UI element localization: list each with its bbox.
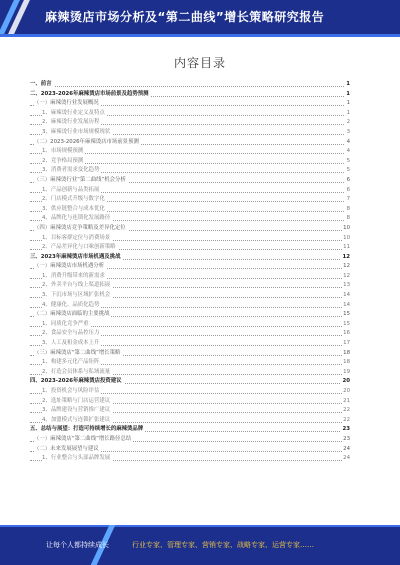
toc-entry-page: 20 bbox=[341, 377, 350, 387]
toc-entry-title: 三、2023年麻辣烫店市场机遇及挑战 bbox=[30, 253, 122, 263]
toc-entry[interactable] bbox=[30, 80, 350, 90]
toc-entry[interactable] bbox=[30, 454, 350, 464]
toc-entry[interactable] bbox=[30, 157, 350, 167]
toc-entry[interactable] bbox=[30, 272, 350, 282]
toc-entry[interactable] bbox=[30, 253, 350, 263]
toc-entry-page: 15 bbox=[342, 320, 350, 330]
toc-entry-title: 2、产品差异化与口味创新策略 bbox=[42, 243, 118, 253]
toc-entry-page: 23 bbox=[342, 435, 350, 445]
toc-entry[interactable] bbox=[30, 435, 350, 445]
toc-entry-page: 13 bbox=[342, 281, 350, 291]
toc-entry-page: 10 bbox=[342, 224, 350, 234]
header-rule bbox=[0, 34, 400, 37]
toc-entry[interactable] bbox=[30, 310, 350, 320]
toc-entry-title: （三）麻辣烫行业“第二曲线”机会分析 bbox=[34, 176, 128, 186]
toc-entry[interactable] bbox=[30, 406, 350, 416]
document-title: 麻辣烫店市场分析及“第二曲线”增长策略研究报告 bbox=[45, 10, 325, 24]
toc-entry-page: 4 bbox=[346, 138, 350, 148]
toc-entry-page: 7 bbox=[346, 195, 350, 205]
toc-entry-title: 1、目标客群定位与消费场景 bbox=[42, 234, 112, 244]
toc-entry-title: 3、下沉市场与区域扩张机会 bbox=[42, 291, 112, 301]
toc-entry-title: （一）麻辣烫行业发展概况 bbox=[34, 99, 101, 109]
toc-entry-page: 24 bbox=[342, 445, 350, 455]
toc-entry-title: （三）麻辣烫店“第二曲线”增长策略 bbox=[34, 349, 122, 359]
toc-entry-page: 14 bbox=[342, 291, 350, 301]
toc-entry-title: （二）未来发展展望与建议 bbox=[34, 445, 101, 455]
toc-entry[interactable] bbox=[30, 205, 350, 215]
toc-entry-page: 16 bbox=[342, 329, 350, 339]
toc-entry-title: 2、外卖平台与线上渠道拓展 bbox=[42, 281, 112, 291]
toc-entry-page: 3 bbox=[346, 128, 350, 138]
footer-rule bbox=[0, 525, 400, 527]
toc-entry[interactable] bbox=[30, 118, 350, 128]
toc-leader-dots bbox=[30, 86, 344, 87]
toc-entry-title: 1、构建多元化产品矩阵 bbox=[42, 358, 101, 368]
toc-heading: 内容目录 bbox=[173, 56, 226, 70]
toc-entry-title: 3、品牌建设与营销推广建议 bbox=[42, 406, 112, 416]
toc-entry-page: 19 bbox=[342, 368, 350, 378]
toc-entry-page: 1 bbox=[345, 80, 350, 90]
toc-entry[interactable] bbox=[30, 387, 350, 397]
toc-entry-title: 2、门店模式升级与数字化 bbox=[42, 195, 107, 205]
toc-entry[interactable] bbox=[30, 262, 350, 272]
toc-entry[interactable] bbox=[30, 214, 350, 224]
toc-entry[interactable] bbox=[30, 90, 350, 100]
toc-entry-page: 22 bbox=[342, 416, 350, 426]
toc-entry-title: 一、前言 bbox=[30, 80, 54, 90]
toc-entry-title: 二、2023-2026年麻辣烫店市场前景及趋势预测 bbox=[30, 90, 151, 100]
toc-entry-title: 1、同质化竞争严重 bbox=[42, 320, 91, 330]
header-banner bbox=[0, 0, 400, 34]
toc-entry-page: 17 bbox=[342, 339, 350, 349]
toc-entry[interactable] bbox=[30, 329, 350, 339]
toc-entry-page: 24 bbox=[342, 454, 350, 464]
toc-entry-title: （二）2023-2026年麻辣烫店市场前景预测 bbox=[34, 138, 141, 148]
toc-entry[interactable] bbox=[30, 147, 350, 157]
toc-entry-title: （四）麻辣烫店竞争策略及差异化定位 bbox=[34, 224, 128, 234]
toc-entry[interactable] bbox=[30, 234, 350, 244]
toc-entry-title: 4、健康化、品质化趋势 bbox=[42, 301, 101, 311]
toc-entry-page: 1 bbox=[346, 109, 350, 119]
toc-entry[interactable] bbox=[30, 166, 350, 176]
toc-entry-title: （一）麻辣烫店市场机遇分析 bbox=[34, 262, 106, 272]
toc-entry-title: 2、食品安全与品控压力 bbox=[42, 329, 101, 339]
toc-entry-page: 4 bbox=[346, 147, 350, 157]
toc-entry-page: 1 bbox=[346, 99, 350, 109]
toc-entry-page: 8 bbox=[346, 205, 350, 215]
toc-entry[interactable] bbox=[30, 224, 350, 234]
toc-entry[interactable] bbox=[30, 368, 350, 378]
toc-entry-page: 15 bbox=[342, 310, 350, 320]
toc-entry[interactable] bbox=[30, 186, 350, 196]
toc-entry[interactable] bbox=[30, 291, 350, 301]
toc-entry-page: 6 bbox=[346, 176, 350, 186]
toc-entry-title: 2、麻辣烫行业发展历程 bbox=[42, 118, 101, 128]
toc-entry-page: 2 bbox=[346, 118, 350, 128]
toc-entry[interactable] bbox=[30, 99, 350, 109]
toc-entry[interactable] bbox=[30, 425, 350, 435]
toc-entry-page: 18 bbox=[342, 349, 350, 359]
footer-experts-line: 行业专家、管理专家、营销专家、战略专家、运营专家…… bbox=[132, 541, 314, 549]
footer-banner bbox=[0, 525, 400, 565]
toc-entry-title: 五、总结与展望：打造可持续增长的麻辣烫品牌 bbox=[30, 425, 145, 435]
toc-entry-page: 10 bbox=[342, 234, 350, 244]
toc-entry[interactable] bbox=[30, 128, 350, 138]
toc-entry-title: 4、品牌化与连锁化发展路径 bbox=[42, 214, 112, 224]
toc-entry-title: 1、产品创新与品类拓展 bbox=[42, 186, 101, 196]
toc-entry[interactable] bbox=[30, 195, 350, 205]
toc-entry-title: 1、投资机会与风险评估 bbox=[42, 387, 101, 397]
toc-entry-title: 3、人工及租金成本上升 bbox=[42, 339, 101, 349]
toc-entry-title: 1、市场规模预测 bbox=[42, 147, 85, 157]
toc-entry-page: 22 bbox=[342, 406, 350, 416]
table-of-contents bbox=[30, 80, 350, 464]
toc-entry-page: 23 bbox=[341, 425, 350, 435]
toc-entry[interactable] bbox=[30, 109, 350, 119]
toc-entry-page: 18 bbox=[342, 358, 350, 368]
toc-entry-title: 3、麻辣烫行业市场规模现状 bbox=[42, 128, 112, 138]
toc-entry-page: 12 bbox=[342, 272, 350, 282]
toc-entry[interactable] bbox=[30, 349, 350, 359]
toc-entry-title: 3、供应链整合与成本优化 bbox=[42, 205, 107, 215]
toc-entry-title: （二）麻辣烫店面临的主要挑战 bbox=[34, 310, 111, 320]
toc-entry-title: 四、2023-2026年麻辣烫店投资建议 bbox=[30, 377, 124, 387]
footer-slogan: 让每个人都持续成长 bbox=[46, 541, 109, 549]
toc-entry-page: 21 bbox=[342, 397, 350, 407]
toc-entry-title: 2、打造会员体系与私域流量 bbox=[42, 368, 112, 378]
toc-entry-page: 14 bbox=[342, 301, 350, 311]
toc-entry[interactable] bbox=[30, 339, 350, 349]
toc-entry-title: 2、竞争格局预测 bbox=[42, 157, 85, 167]
toc-entry-title: 1、消费升级带来的新需求 bbox=[42, 272, 107, 282]
toc-entry[interactable] bbox=[30, 377, 350, 387]
toc-entry-title: 2、选址策略与门店运营建议 bbox=[42, 397, 112, 407]
toc-entry[interactable] bbox=[30, 176, 350, 186]
toc-entry-title: 3、消费者需求变化趋势 bbox=[42, 166, 101, 176]
toc-entry-page: 6 bbox=[346, 186, 350, 196]
toc-entry-page: 8 bbox=[346, 214, 350, 224]
toc-entry[interactable] bbox=[30, 320, 350, 330]
toc-entry-page: 20 bbox=[342, 387, 350, 397]
toc-entry[interactable] bbox=[30, 243, 350, 253]
toc-entry[interactable] bbox=[30, 445, 350, 455]
toc-entry[interactable] bbox=[30, 301, 350, 311]
toc-entry-title: 4、加盟模式与连锁扩张建议 bbox=[42, 416, 112, 426]
toc-entry-title: （一）麻辣烫店“第二曲线”增长路径总结 bbox=[34, 435, 133, 445]
toc-entry-title: 1、行业整合与头部品牌发展 bbox=[42, 454, 112, 464]
toc-entry[interactable] bbox=[30, 416, 350, 426]
toc-entry[interactable] bbox=[30, 397, 350, 407]
toc-entry-page: 12 bbox=[342, 262, 350, 272]
toc-entry-page: 5 bbox=[346, 166, 350, 176]
toc-entry[interactable] bbox=[30, 358, 350, 368]
toc-entry-title: 1、麻辣烫行业定义及特点 bbox=[42, 109, 107, 119]
toc-entry-page: 11 bbox=[342, 243, 350, 253]
toc-entry[interactable] bbox=[30, 281, 350, 291]
toc-entry-page: 5 bbox=[346, 157, 350, 167]
toc-entry-page: 1 bbox=[345, 90, 350, 100]
toc-entry[interactable] bbox=[30, 138, 350, 148]
toc-entry-page: 12 bbox=[341, 253, 350, 263]
